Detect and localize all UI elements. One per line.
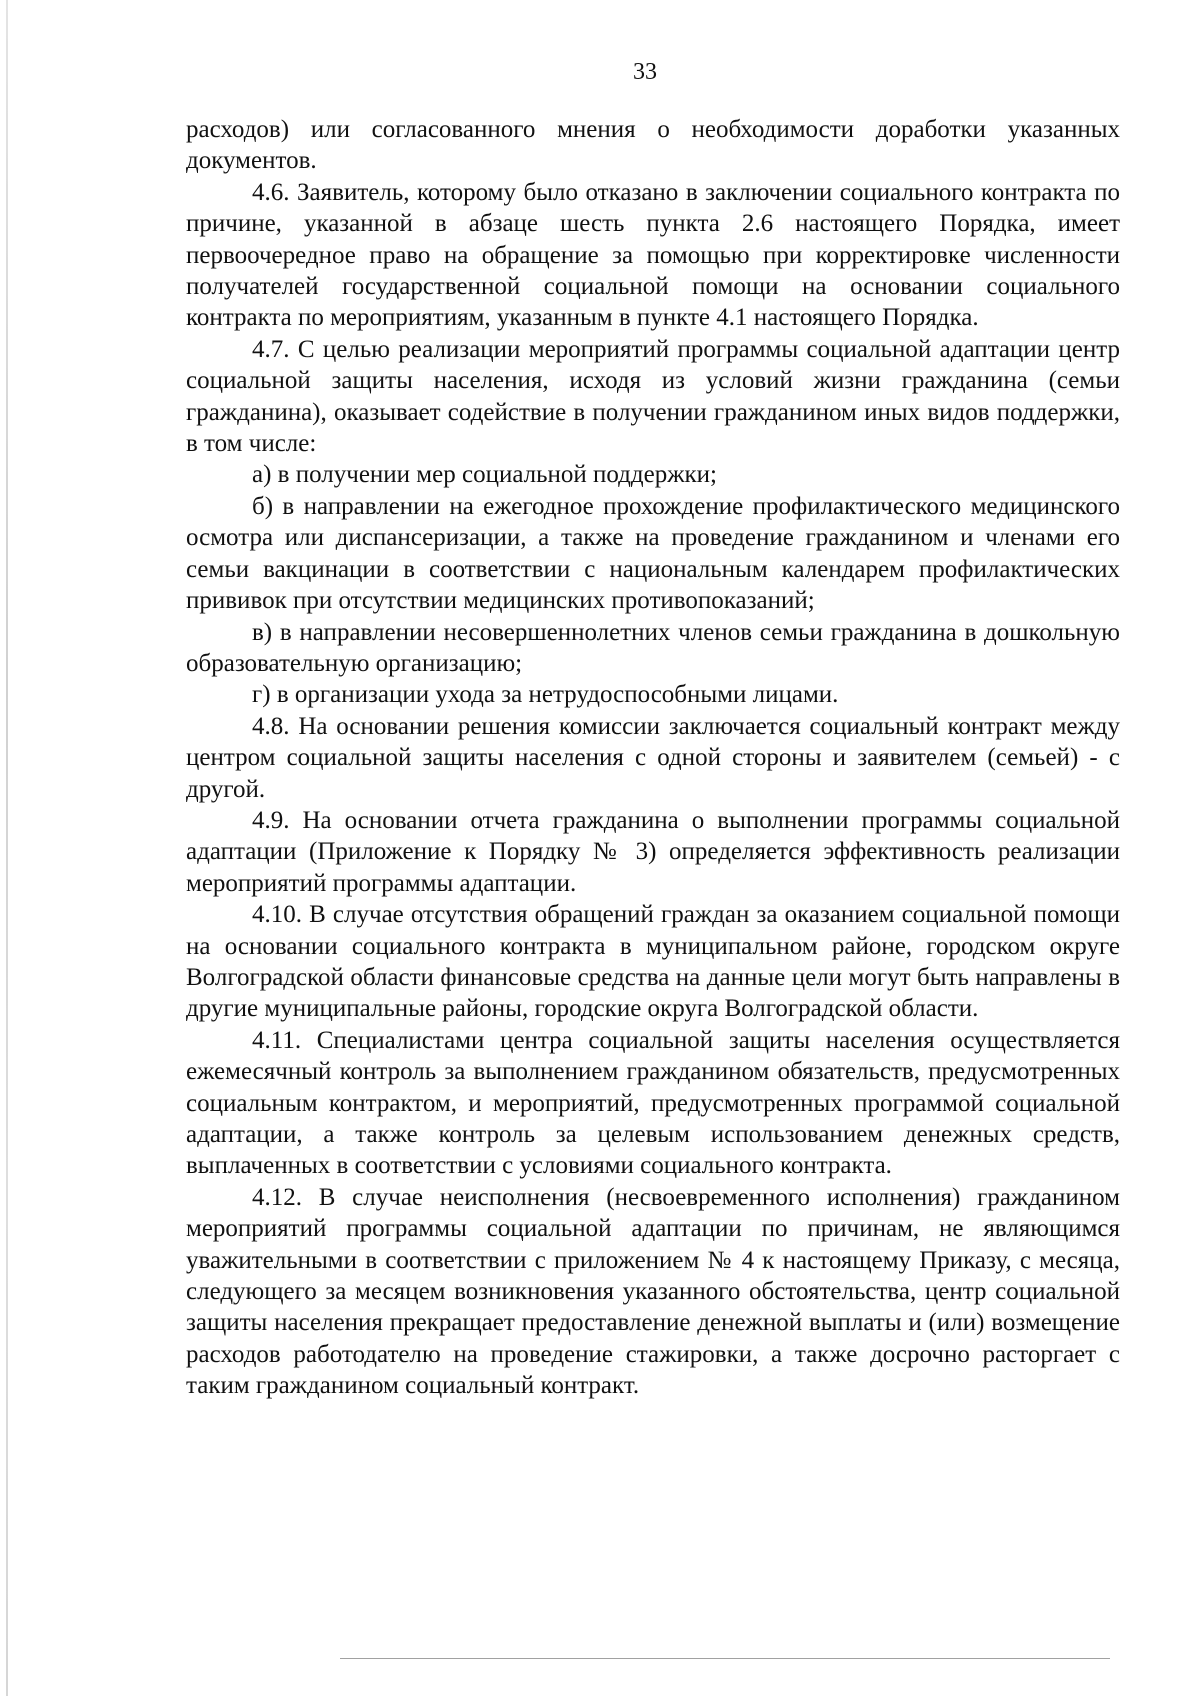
paragraph-4-8: 4.8. На основании решения комиссии заключается социальный контракт между центром социальной защиты населения с одной стороны и заявителем (семьей) - с другой. xyxy=(186,712,1120,803)
page-number: 33 xyxy=(633,59,657,85)
paragraph-4-10: 4.10. В случае отсутствия обращений граждан за оказанием социальной помощи на основании социального контракта в муниципальном районе, городском округе Волгоградской области финансовые средства на данные цели могут быть направлены в другие муниципальные районы, городские округа Волгоградской области. xyxy=(186,901,1120,1023)
scan-edge xyxy=(6,0,8,1696)
paragraph-4-12: 4.12. В случае неисполнения (несвоевременного исполнения) гражданином мероприятий программы социальной адаптации по причинам, не являющимся уважительными в соответствии с приложением № 4 к настоящему Приказу, с месяца, следующего за месяцем возникновения указанного обстоятельства, центр социальной защиты населения прекращает предоставление денежной выплаты и (или) возмещение расходов работодателю на проведение стажировки, а также досрочно расторгает с таким гражданином социальный контракт. xyxy=(186,1183,1120,1400)
paragraph-4-7: 4.7. С целью реализации мероприятий программы социальной адаптации центр социальной защиты населения, исходя из условий жизни гражданина (семьи гражданина), оказывает содействие в получении гражданином иных видов поддержки, в том числе: xyxy=(186,335,1120,458)
list-item-a: а) в получении мер социальной поддержки; xyxy=(252,461,717,489)
paragraph-4-9: 4.9. На основании отчета гражданина о выполнении программы социальной адаптации (Приложение к Порядку № 3) определяется эффективность реализации мероприятий программы адаптации. xyxy=(186,806,1120,897)
list-item-b: б) в направлении на ежегодное прохождение профилактического медицинского осмотра или диспансеризации, а также на проведение гражданином и членами его семьи вакцинации в соответствии с национальным календарем профилактических прививок при отсутствии медицинских противопоказаний; xyxy=(186,492,1120,615)
paragraph-continuation: расходов) или согласованного мнения о необходимости доработки указанных документов. xyxy=(186,116,1120,175)
paragraph-4-6: 4.6. Заявитель, которому было отказано в заключении социального контракта по причине, указанной в абзаце шесть пункта 2.6 настоящего Порядка, имеет первоочередное право на обращение за помощью при корректировке численности получателей государственной социальной помощи на основании социального контракта по мероприятиям, указанным в пункте 4.1 настоящего Порядка. xyxy=(186,178,1120,332)
list-item-v: в) в направлении несовершеннолетних членов семьи гражданина в дошкольную образовательную организацию; xyxy=(186,618,1120,677)
document-body xyxy=(186,114,1120,1402)
bottom-scan-line xyxy=(340,1658,1110,1659)
list-item-g: г) в организации ухода за нетрудоспособными лицами. xyxy=(252,681,839,709)
paragraph-4-11: 4.11. Специалистами центра социальной защиты населения осуществляется ежемесячный контроль за выполнением гражданином обязательств, предусмотренных социальным контрактом, и мероприятий, предусмотренных программой социальной адаптации, а также контроль за целевым использованием денежных средств, выплаченных в соответствии с условиями социального контракта. xyxy=(186,1026,1120,1180)
